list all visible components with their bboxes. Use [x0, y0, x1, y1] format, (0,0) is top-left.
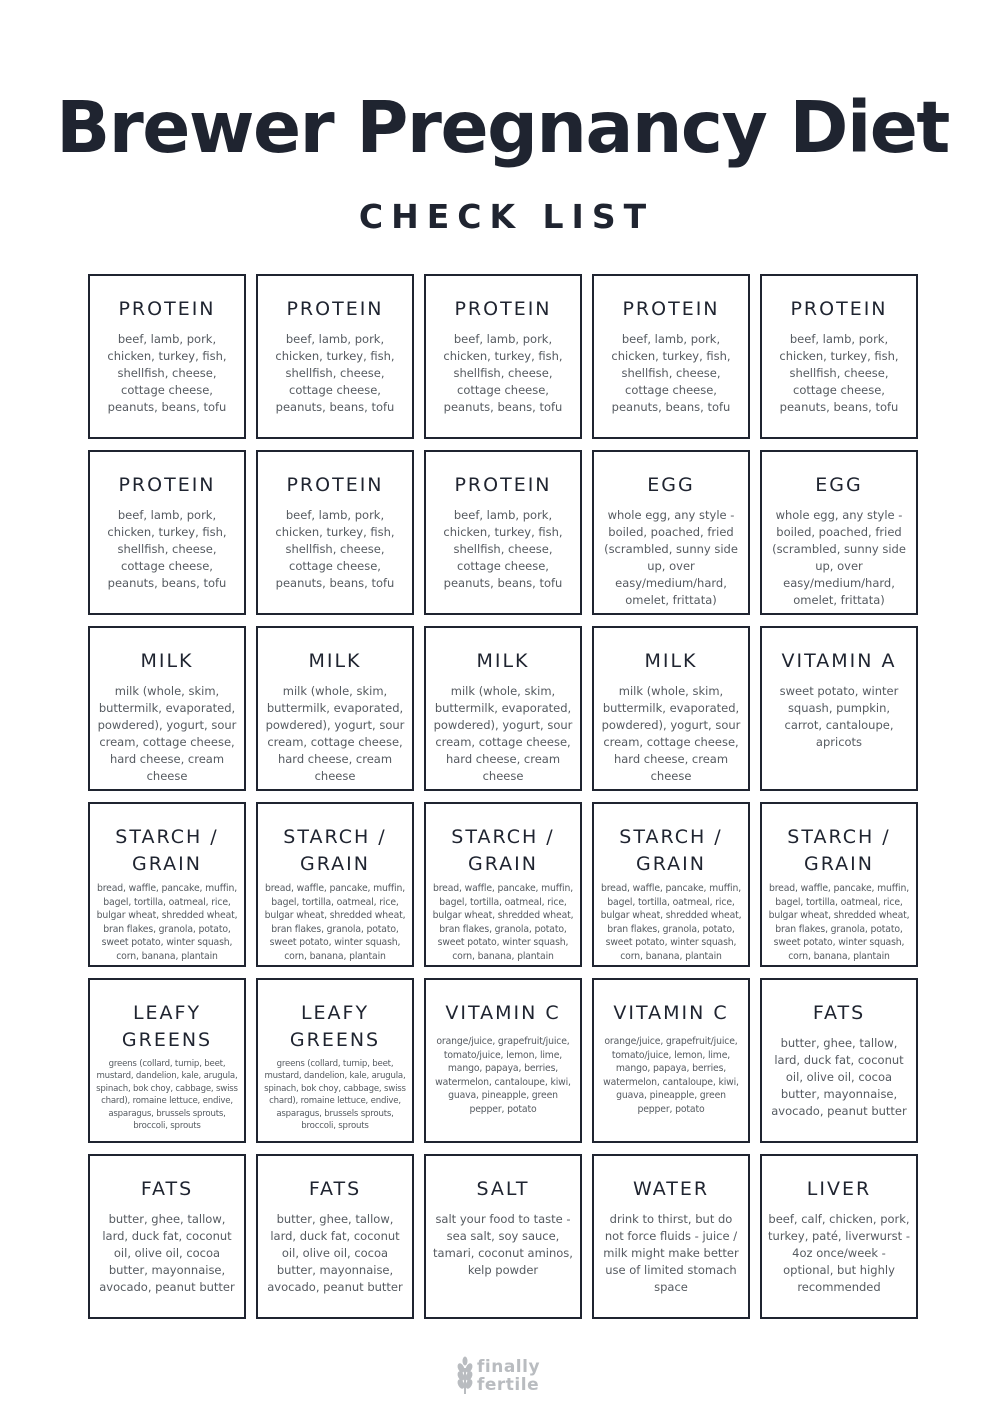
checklist-card[interactable]: [760, 1154, 918, 1319]
card-description: salt your food to taste - sea salt, soy sauce, tamari, coconut aminos, kelp powder: [433, 1212, 573, 1277]
card-title: PROTEIN: [622, 298, 720, 320]
card-title: PROTEIN: [286, 298, 384, 320]
checklist-card[interactable]: [424, 450, 582, 615]
checklist-card[interactable]: [760, 450, 918, 615]
card-description: beef, lamb, pork, chicken, turkey, fish, shellfish, cheese, cottage cheese, peanuts, beans, tofu: [107, 332, 227, 414]
card-title: STARCH / GRAIN: [115, 826, 219, 875]
checklist-card[interactable]: [256, 626, 414, 791]
checklist-card[interactable]: [592, 802, 750, 967]
brand-logo: [456, 1354, 556, 1398]
card-description: greens (collard, turnip, beet, mustard, dandelion, kale, arugula, spinach, bok choy, cabbage, swiss chard), romaine lettuce, endive, asparagus, brussels sprouts, broccoli, sprouts: [264, 1059, 406, 1132]
card-description: milk (whole, skim, buttermilk, evaporated, powdered), yogurt, sour cream, cottage cheese, hard cheese, cream cheese: [601, 684, 741, 783]
card-title: FATS: [812, 1002, 866, 1024]
checklist-card[interactable]: [592, 450, 750, 615]
card-description: bread, waffle, pancake, muffin, bagel, tortilla, oatmeal, rice, bulgar wheat, shredded wheat, bran flakes, granola, potato, sweet potato, winter squash, corn, banana, plantain: [768, 883, 910, 962]
checklist-card[interactable]: [256, 1154, 414, 1319]
checklist-card[interactable]: [88, 1154, 246, 1319]
card-title: VITAMIN C: [445, 1002, 561, 1024]
card-title: PROTEIN: [118, 474, 216, 496]
card-title: EGG: [815, 474, 863, 496]
card-description: bread, waffle, pancake, muffin, bagel, tortilla, oatmeal, rice, bulgar wheat, shredded wheat, bran flakes, granola, potato, sweet potato, winter squash, corn, banana, plantain: [96, 883, 238, 962]
card-title: LIVER: [806, 1178, 872, 1200]
checklist-card[interactable]: [760, 274, 918, 439]
card-description: bread, waffle, pancake, muffin, bagel, tortilla, oatmeal, rice, bulgar wheat, shredded wheat, bran flakes, granola, potato, sweet potato, winter squash, corn, banana, plantain: [432, 883, 574, 962]
checklist-card[interactable]: [256, 978, 414, 1143]
card-title: LEAFY GREENS: [289, 1002, 381, 1051]
card-description: milk (whole, skim, buttermilk, evaporated, powdered), yogurt, sour cream, cottage cheese, hard cheese, cream cheese: [265, 684, 405, 783]
checklist-card[interactable]: [88, 802, 246, 967]
card-title: EGG: [647, 474, 695, 496]
card-title: FATS: [308, 1178, 362, 1200]
card-description: butter, ghee, tallow, lard, duck fat, coconut oil, olive oil, cocoa butter, mayonnaise, avocado, peanut butter: [99, 1212, 235, 1294]
card-title: VITAMIN C: [613, 1002, 729, 1024]
checklist-card[interactable]: [592, 978, 750, 1143]
card-description: beef, lamb, pork, chicken, turkey, fish, shellfish, cheese, cottage cheese, peanuts, beans, tofu: [275, 508, 395, 590]
logo-text: finally fertile: [477, 1357, 541, 1395]
card-title: FATS: [140, 1178, 194, 1200]
card-description: bread, waffle, pancake, muffin, bagel, tortilla, oatmeal, rice, bulgar wheat, shredded wheat, bran flakes, granola, potato, sweet potato, winter squash, corn, banana, plantain: [264, 883, 406, 962]
checklist-card[interactable]: [592, 1154, 750, 1319]
page-title: Brewer Pregnancy Diet: [56, 86, 949, 169]
card-description: beef, lamb, pork, chicken, turkey, fish, shellfish, cheese, cottage cheese, peanuts, beans, tofu: [443, 508, 563, 590]
card-description: beef, lamb, pork, chicken, turkey, fish, shellfish, cheese, cottage cheese, peanuts, beans, tofu: [779, 332, 899, 414]
checklist-card[interactable]: [88, 450, 246, 615]
card-description: bread, waffle, pancake, muffin, bagel, tortilla, oatmeal, rice, bulgar wheat, shredded wheat, bran flakes, granola, potato, sweet potato, winter squash, corn, banana, plantain: [600, 883, 742, 962]
card-description: beef, lamb, pork, chicken, turkey, fish, shellfish, cheese, cottage cheese, peanuts, beans, tofu: [275, 332, 395, 414]
checklist-card[interactable]: [424, 802, 582, 967]
checklist-card[interactable]: [88, 978, 246, 1143]
card-description: milk (whole, skim, buttermilk, evaporated, powdered), yogurt, sour cream, cottage cheese, hard cheese, cream cheese: [433, 684, 573, 783]
card-description: beef, calf, chicken, pork, turkey, paté, liverwurst - 4oz once/week - optional, but highly recommended: [768, 1212, 910, 1294]
card-description: greens (collard, turnip, beet, mustard, dandelion, kale, arugula, spinach, bok choy, cabbage, swiss chard), romaine lettuce, endive, asparagus, brussels sprouts, broccoli, sprouts: [96, 1059, 238, 1132]
card-title: PROTEIN: [286, 474, 384, 496]
checklist-card[interactable]: [256, 802, 414, 967]
checklist-card[interactable]: [424, 978, 582, 1143]
card-description: whole egg, any style - boiled, poached, fried (scrambled, sunny side up, over easy/medium/hard, omelet, frittata): [604, 508, 738, 607]
wheat-icon: [456, 1356, 474, 1396]
card-title: MILK: [476, 650, 530, 672]
card-title: PROTEIN: [118, 298, 216, 320]
checklist-card[interactable]: [592, 274, 750, 439]
card-title: PROTEIN: [454, 298, 552, 320]
page-subtitle: CHECK LIST: [358, 197, 655, 236]
checklist-card[interactable]: [760, 978, 918, 1143]
card-title: MILK: [140, 650, 194, 672]
checklist-card[interactable]: [592, 626, 750, 791]
checklist-card[interactable]: [424, 626, 582, 791]
card-description: orange/juice, grapefruit/juice, tomato/juice, lemon, lime, mango, papaya, berries, watermelon, cantaloupe, kiwi, guava, pineapple, green pepper, potato: [603, 1036, 739, 1115]
card-title: SALT: [476, 1178, 530, 1200]
card-title: LEAFY GREENS: [121, 1002, 213, 1051]
checklist-card[interactable]: [760, 802, 918, 967]
checklist-card[interactable]: [424, 274, 582, 439]
checklist-card[interactable]: [256, 274, 414, 439]
card-title: MILK: [644, 650, 698, 672]
card-title: PROTEIN: [790, 298, 888, 320]
card-description: whole egg, any style - boiled, poached, fried (scrambled, sunny side up, over easy/medium/hard, omelet, frittata): [772, 508, 906, 607]
card-title: VITAMIN A: [781, 650, 897, 672]
card-description: sweet potato, winter squash, pumpkin, carrot, cantaloupe, apricots: [779, 684, 899, 749]
card-title: STARCH / GRAIN: [619, 826, 723, 875]
card-description: butter, ghee, tallow, lard, duck fat, coconut oil, olive oil, cocoa butter, mayonnaise, avocado, peanut butter: [771, 1036, 907, 1118]
checklist-card[interactable]: [88, 626, 246, 791]
card-description: milk (whole, skim, buttermilk, evaporated, powdered), yogurt, sour cream, cottage cheese, hard cheese, cream cheese: [97, 684, 237, 783]
checklist-grid: [88, 274, 920, 1319]
card-description: beef, lamb, pork, chicken, turkey, fish, shellfish, cheese, cottage cheese, peanuts, beans, tofu: [443, 332, 563, 414]
card-description: beef, lamb, pork, chicken, turkey, fish, shellfish, cheese, cottage cheese, peanuts, beans, tofu: [107, 508, 227, 590]
card-description: beef, lamb, pork, chicken, turkey, fish, shellfish, cheese, cottage cheese, peanuts, beans, tofu: [611, 332, 731, 414]
card-description: orange/juice, grapefruit/juice, tomato/juice, lemon, lime, mango, papaya, berries, watermelon, cantaloupe, kiwi, guava, pineapple, green pepper, potato: [435, 1036, 571, 1115]
card-title: STARCH / GRAIN: [451, 826, 555, 875]
card-title: STARCH / GRAIN: [283, 826, 387, 875]
card-description: butter, ghee, tallow, lard, duck fat, coconut oil, olive oil, cocoa butter, mayonnaise, avocado, peanut butter: [267, 1212, 403, 1294]
checklist-card[interactable]: [424, 1154, 582, 1319]
checklist-card[interactable]: [256, 450, 414, 615]
checklist-card[interactable]: [88, 274, 246, 439]
card-title: WATER: [632, 1178, 710, 1200]
card-description: drink to thirst, but do not force fluids - juice / milk might make better use of limited stomach space: [603, 1212, 739, 1294]
card-title: PROTEIN: [454, 474, 552, 496]
card-title: STARCH / GRAIN: [787, 826, 891, 875]
checklist-card[interactable]: [760, 626, 918, 791]
card-title: MILK: [308, 650, 362, 672]
